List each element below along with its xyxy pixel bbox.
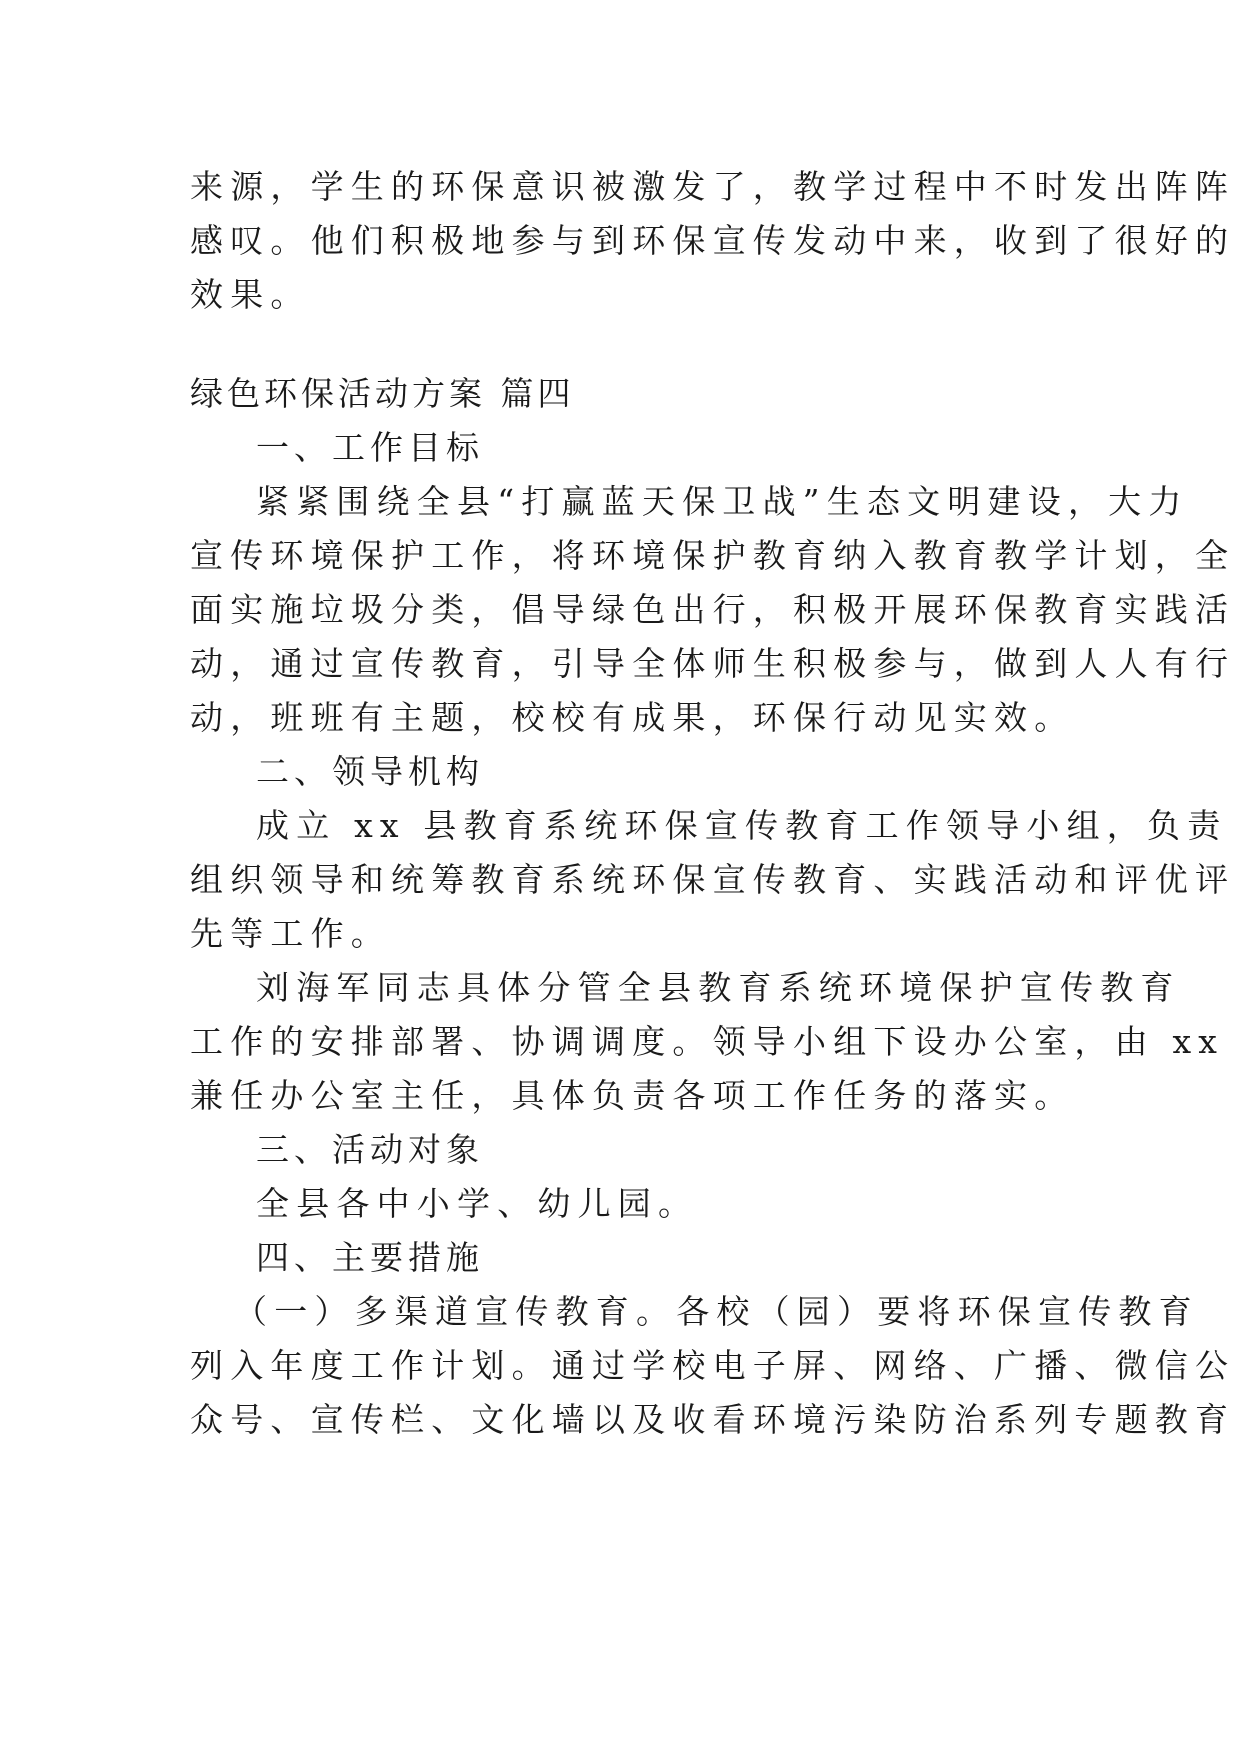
paragraph-line: 成立 xx 县教育系统环保宣传教育工作领导小组，负责 [256,806,1228,845]
heading-leadership: 二、领导机构 [256,752,484,791]
paragraph-line: 先等工作。 [190,914,391,953]
heading-work-goals: 一、工作目标 [256,428,484,467]
paragraph-line: 面实施垃圾分类，倡导绿色出行，积极开展环保教育实践活 [190,590,1236,629]
heading-targets: 三、活动对象 [256,1130,484,1169]
paragraph-line: 组织领导和统筹教育系统环保宣传教育、实践活动和评优评 [190,860,1236,899]
section-gap [190,322,1050,367]
intro-line: 来源，学生的环保意识被激发了，教学过程中不时发出阵阵 [190,167,1236,206]
section-title: 绿色环保活动方案 篇四 [190,374,575,413]
paragraph-line: 刘海军同志具体分管全县教育系统环境保护宣传教育 [256,968,1181,1007]
paragraph-line: 全县各中小学、幼儿园。 [256,1184,699,1223]
paragraph-line: 众号、宣传栏、文化墙以及收看环境污染防治系列专题教育 [190,1400,1236,1439]
paragraph-line: 紧紧围绕全县“打赢蓝天保卫战”生态文明建设，大力 [256,482,1189,521]
paragraph-line: 工作的安排部署、协调调度。领导小组下设办公室，由 xx [190,1022,1225,1061]
heading-measures: 四、主要措施 [256,1238,484,1277]
paragraph-line: 动，通过宣传教育，引导全体师生积极参与，做到人人有行 [190,644,1236,683]
paragraph-line: 兼任办公室主任，具体负责各项工作任务的落实。 [190,1076,1075,1115]
intro-line: 效果。 [190,275,311,314]
paragraph-line: 宣传环境保护工作，将环境保护教育纳入教育教学计划，全 [190,536,1236,575]
paragraph-line: 列入年度工作计划。通过学校电子屏、网络、广播、微信公 [190,1346,1236,1385]
paragraph-line: 动，班班有主题，校校有成果，环保行动见实效。 [190,698,1075,737]
intro-line: 感叹。他们积极地参与到环保宣传发动中来，收到了很好的 [190,221,1236,260]
paragraph-line: （一）多渠道宣传教育。各校（园）要将环保宣传教育 [234,1292,1199,1331]
document-body [190,160,1236,1447]
